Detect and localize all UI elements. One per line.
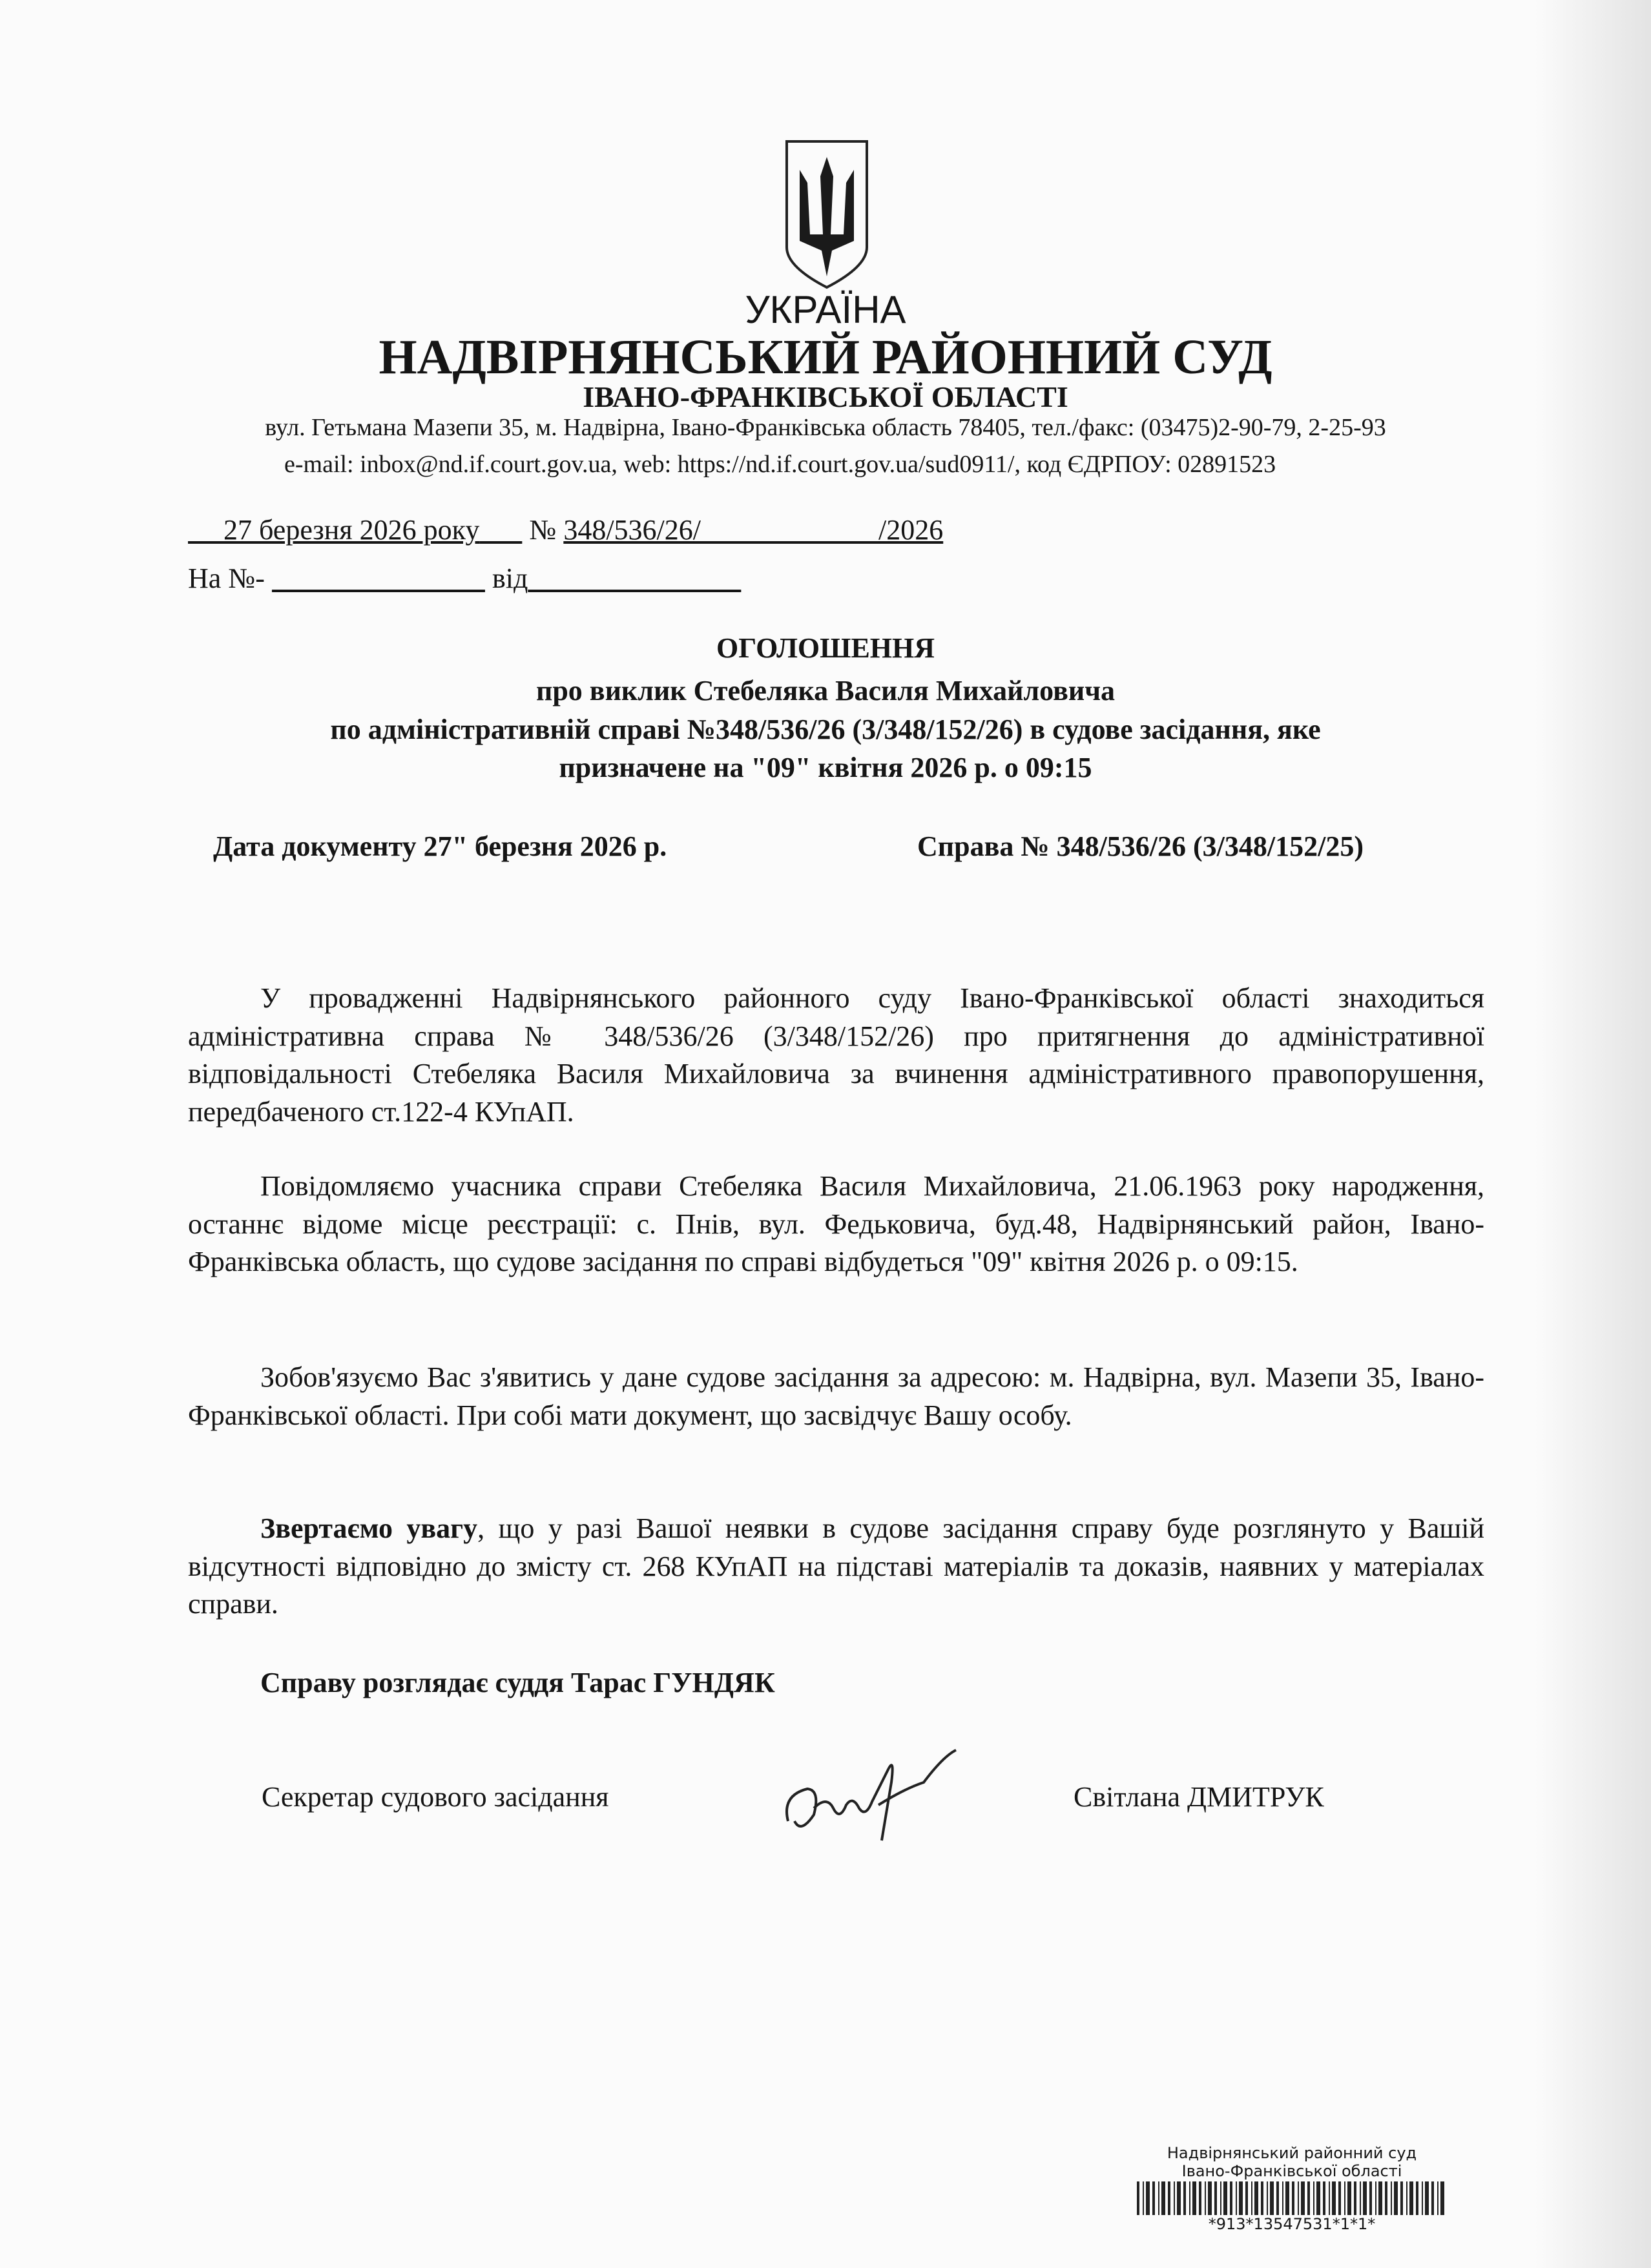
trident-emblem-icon (782, 138, 872, 290)
paragraph-warning (188, 1510, 1484, 1624)
outgoing-year: /2026 (878, 514, 944, 546)
barcode-stamp (1033, 2144, 1550, 2233)
outgoing-number: 348/536/26/ (563, 514, 701, 546)
court-address: вул. Гетьмана Мазепи 35, м. Надвірна, Івано-Франківська область 78405, тел./факс: (03475)2-90-79, 2-25-93 (265, 414, 1386, 441)
heading-line-2: по адміністративній справі №348/536/26 (3/348/152/26) в судове засідання, яке (330, 714, 1321, 745)
paragraph-obligation: Зобов'язуємо Вас з'явитись у дане судове засідання за адресою: м. Надвірна, вул. Мазепи 35, Івано-Франківської області. При собі мати документ, що засвідчує Вашу особу. (188, 1361, 1484, 1431)
secretary-role: Секретар судового засідання (262, 1781, 609, 1813)
document-heading: ОГОЛОШЕННЯ (716, 632, 935, 664)
country-name: УКРАЇНА (745, 288, 906, 331)
case-number: Справа № 348/536/26 (3/348/152/25) (917, 830, 1364, 862)
barcode-court: Надвірнянський районний суд (1167, 2144, 1417, 2162)
heading-line-3: призначене на "09" квітня 2026 р. о 09:15 (559, 752, 1092, 783)
court-contacts: e-mail: inbox@nd.if.court.gov.ua, web: https://nd.if.court.gov.ua/sud0911/, код ЄДРПОУ: 02891523 (284, 451, 1276, 478)
barcode-region: Івано-Франківської області (1181, 2162, 1402, 2180)
barcode-code: *913*13547531*1*1* (1208, 2215, 1376, 2233)
paragraph-proceedings: У провадженні Надвірнянського районного суду Івано-Франківської області знаходиться адміністративна справа № 348/536/26 (3/348/152/26) про притягнення до адміністративної відповідальності Стебеляка Василя Михайловича за вчинення адміністративного правопорушення, передбаченого ст.122-4 КУпАП. (188, 982, 1484, 1128)
warning-text: , що у разі Вашої неявки в судове засідання справу буде розглянуто у Вашій відсутності відповідно до змісту ст. 268 КУпАП на підставі матеріалів та доказів, наявних у матеріалах справи. (188, 1512, 1485, 1620)
heading-line-1: про виклик Стебеляка Василя Михайловича (535, 675, 1116, 706)
outgoing-date: 27 березня 2026 року (223, 514, 480, 546)
outgoing-line (188, 513, 943, 546)
paragraph-notification: Повідомляємо учасника справи Стебеляка Василя Михайловича, 21.06.1963 року народження, останнє відоме місце реєстрації: с. Пнів, вул. Федьковича, буд.48, Надвірнянський район, Івано-Франківська область, що судове засідання по справі відбудеться "09" квітня 2026 р. о 09:15. (188, 1170, 1484, 1277)
judge-line: Справу розглядає суддя Тарас ГУНДЯК (260, 1667, 775, 1698)
handwritten-signature (775, 1744, 982, 1853)
barcode-bars (1137, 2181, 1447, 2215)
ref-label: На №- (188, 562, 265, 594)
ref-from: від (492, 562, 528, 594)
warning-bold: Звертаємо увагу (260, 1512, 478, 1544)
court-name: НАДВІРНЯНСЬКИЙ РАЙОННИЙ СУД (379, 330, 1272, 384)
secretary-name: Світлана ДМИТРУК (1074, 1781, 1324, 1813)
document-date: Дата документу 27" березня 2026 р. (213, 830, 667, 862)
court-region: ІВАНО-ФРАНКІВСЬКОЇ ОБЛАСТІ (583, 380, 1068, 413)
reference-line (188, 562, 741, 595)
number-sign: № (529, 514, 557, 546)
